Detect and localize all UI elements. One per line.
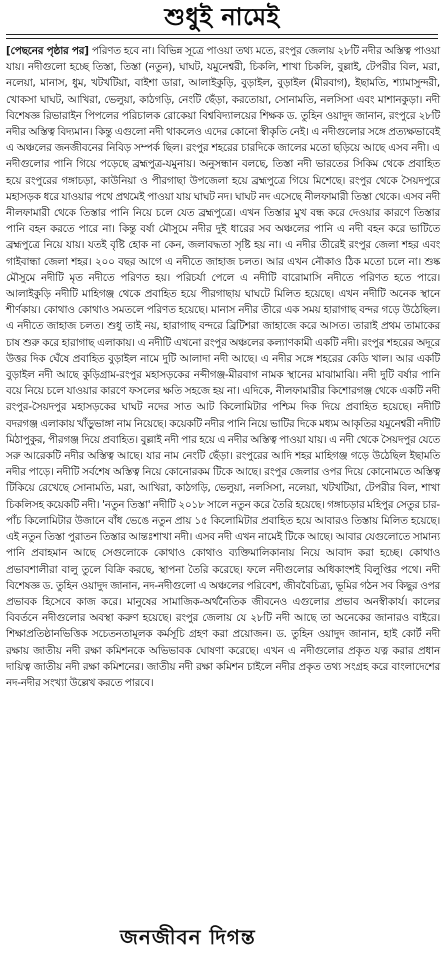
continued-from-label: [পেছনের পৃষ্ঠার পর] (6, 45, 89, 57)
next-section-header-cutoff (0, 925, 444, 949)
next-section-title: জনজীবন দিগন্ত (120, 925, 256, 949)
article-paragraph (6, 43, 440, 691)
article-headline: শুধুই নামেই (164, 3, 280, 31)
article-text: পরিণত হবে না। বিভিন্ন সূত্রে পাওয়া তথ্য মতে, রংপুর জেলায় ২৮টি নদীর অস্তিত্ব পাওয়া যায়। নদীগুলো হচ্ছে তিস্তা, তিস্তা (নতুন), ঘাঘট, যমুনেশ্বরী, চিকলি, শাখা চিকলি, বুল্লাই, টেপরীর বিল, মরা, নলেয়া, মানাস, ধুম, খটখটিয়া, বাইশা ডারা, আলাইকুড়ি, বুড়াইল, বুড়াইল (মীরবাগ), ইছামতি, শ্যামাসুন্দরী, খোকসা ঘাঘট, আখিরা, ভেলুয়া, কাঠগড়ি, নেংটি ছেঁড়া, করতোয়া, সোনামতি, নলসিসা এবং মাশানকুড়া। নদী বিশেষজ্ঞ রিভারাইন পিপলের পরিচালক রোকেয়া বিশ্ববিদ্যালয়ের শিক্ষক ড. তুহিন ওয়াদুদ জানান, রংপুরে ২৮টি নদীর অস্তিত্ব বিদ্যমান। কিন্তু এগুলো নদী থাকলেও এদের কোনো স্বীকৃতি নেই। এ নদীগুলোর সঙ্গে প্রত্যক্ষভাবেই এ অঞ্চলের জনজীবনের নিবিড় সম্পর্ক ছিল। রংপুর শহরের চারদিকে জালের মতো ছড়িয়ে আছে এসব নদী। এ নদীগুলোর পানি গিয়ে পড়েছে ব্রহ্মপুত্র-যমুনায়। অনুসন্ধান বলছে, তিস্তা নদী ভারতের সিকিম থেকে প্রবাহিত হয়ে রংপুরের গঙ্গাচড়া, কাউনিয়া ও পীরগাছা উপজেলা হয়ে ব্রহ্মপুত্রে গিয়ে মিশেছে। রংপুর থেকে সৈয়দপুরে মহাসড়ক ধরে যাওয়ার পথে প্রথমেই পাওয়া যায় ঘাঘট নদ। ঘাঘট নদ এসেছে নীলফামারী তিস্তা থেকে। এসব নদী নীলফামারী থেকে তিস্তার পানি নিয়ে চলে যেত ব্রহ্মপুত্রে। এখন তিস্তার মুখ বন্ধ করে দেওয়ার কারণে তিস্তার পানি বহন করতে পারে না। কিন্তু বর্ষা মৌসুমে নদীর দুই ধারের সব অঞ্চলের পানি এ নদী বহন করে ভাটিতে ব্রহ্মপুত্রে নিয়ে যায়। যতই বৃষ্টি হোক না কেন, জলাবদ্ধতা সৃষ্টি হয় না। এ নদীর তীরেই রংপুর জেলা শহর এবং গাইবান্ধা জেলা শহর। ২০০ বছর আগে এ নদীতে জাহাজ চলত। আর এখন নৌকাও ঠিক মতো চলে না। শুষ্ক মৌসুমে নদীটি মৃত নদীতে পরিণত হয়। পরিচর্যা পেলে এ নদীটি বারোমাসি নদীতে পরিণত হতে পারে। আলাইকুড়ি নদীটি মাহিগঞ্জ থেকে প্রবাহিত হয়ে পীরগাছায় ঘাঘটে মিলিত হয়েছে। এখন নদীটি অনেক স্থানে শীর্ণকায়। কোথাও কোথাও সমতলে পরিণত হয়েছে। মানাস নদীর তীরে এক সময় হারাগাছ বন্দর গড়ে উঠেছিল। এ নদীতে জাহাজ চলত। শুধু তাই নয়, হারাগাছ বন্দরে ব্রিটিশরা জাহাজে করে আসত। তারাই প্রথম তামাকের চাষ শুরু করে হারাগাছ এলাকায়। এ নদীটি এখনো রংপুর অঞ্চলের কল্যাণকামী একটি নদী। রংপুর শহরের অদূরে উত্তর দিক ঘেঁষে প্রবাহিত বুড়াইল নামে দুটি আলাদা নদী আছে। এ নদীর সঙ্গে শহরের কেডি খাল। আর একটি বুড়াইল নদী আছে কুড়িগ্রাম-রংপুর মহাসড়কের নব্দীগঞ্জ-মীরবাগ নামক স্থানের মাঝামাঝি। নদী দুটি বর্ষার পানি বয়ে নিয়ে চলে যাওয়ার কারণে ফসলের ক্ষতি সহজে হয় না। এদিকে, নীলফামারীর কিশোরগঞ্জ থেকে একটি নদী রংপুর-সৈয়দপুর মহাসড়কের ঘাঘট নদের সাত আট কিলোমিটার পশ্চিম দিক দিয়ে প্রবাহিত হয়েছে। নদীটি বদরগঞ্জ এলাকায় খাঁড়ুভাঙ্গা নাম নিয়েছে। কয়েকটি নদীর পানি নিয়ে ভাটির দিকে মধ্যম আকৃতির যমুনেশ্বরী নদীটি মিঠাপুকুর, পীরগঞ্জ দিয়ে প্রবাহিত। বুল্লাই নদী পার হয়ে এ নদীর অস্তিত্ব পাওয়া যায়। এ নদী থেকে সৈয়দপুর যেতে সরু আরেকটি নদীর অস্তিত্ব আছে। যার নাম নেংটি ছেঁড়া। রংপুরের আদি শহর মাহিগঞ্জ গড়ে উঠেছিল ইছামতি নদীর পাড়ে। নদীটি সর্বশেষ অস্তিত্ব নিয়ে কোনোরকম টিকে আছে। রংপুর জেলার ওপর দিয়ে কোনোমতে অস্তিত্ব টিকিয়ে রেখেছে সোনামতি, মরা, আখিরা, কাঠগড়ি, ভেলুয়া, নলসিসা, নলেয়া, খটখটিয়া, টেপরীর বিল, শাখা চিকলিসহ কয়েকটি নদী। 'নতুন তিস্তা' নদীটি ২০১৮ সালে নতুন করে তৈরি হয়েছে। গঙ্গাচড়ার মহিপুর সেতুর চার-পাঁচ কিলোমিটার উজানে বাঁধ ভেঙে নতুন প্রায় ১৫ কিলোমিটার প্রবাহিত হয়ে আবারও তিস্তায় মিলিত হয়েছে। এই নতুন তিস্তা পুরাতন তিস্তার আন্তঃশাখা নদী। এসব নদী এখন নামেই টিকে আছে। আবার যেগুলোতে সামান্য পানি প্রবাহমান আছে সেগুলোকে কোথাও কোথাও ব্যক্তিমালিকানায় নিয়ে আবাদ করা হচ্ছে। কোথাও প্রভাবশালীরা বালু তুলে বিক্রি করছে, স্থাপনা তৈরি করেছে। ফলে নদীগুলোর অধিকাংশই বিলুপ্তির পথে। নদী বিশেষজ্ঞ ড. তুহিন ওয়াদুদ জানান, নদ-নদীগুলো এ অঞ্চলের পরিবেশ, জীববৈচিত্র্য, ভূমির গঠন সব কিছুর ওপর প্রভাবক হিসেবে কাজ করে। মানুষের সামাজিক-অর্থনৈতিক জীবনেও এগুলোর প্রভাব অনস্বীকার্য। কালের বিবর্তনে নদীগুলোর অবস্থা করুণ হয়েছে। রংপুর জেলায় যে ২৮টি নদী আছে তা অনেকের জানারও বাইরে। শিক্ষাপ্রতিষ্ঠানভিত্তিক সচেতনতামূলক কর্মসূচি গ্রহণ করা প্রয়োজন। ড. তুহিন ওয়াদুদ জানান, হাই কোর্ট নদী রক্ষায় জাতীয় নদী রক্ষা কমিশনকে অভিভাবক ঘোষণা করেছে। এখন এ নদীগুলোর প্রকৃত যত্ন করার প্রধান দায়িত্ব জাতীয় নদী রক্ষা কমিশনের। জাতীয় নদী রক্ষা কমিশন চাইলে নদীর প্রকৃত তথ্য সংগ্রহ করে বাংলাদেশের নদ-নদীর সংখ্যা উল্লেখ করতে পারবে। (6, 45, 441, 689)
headline-divider (6, 34, 438, 39)
article-body (6, 43, 440, 691)
